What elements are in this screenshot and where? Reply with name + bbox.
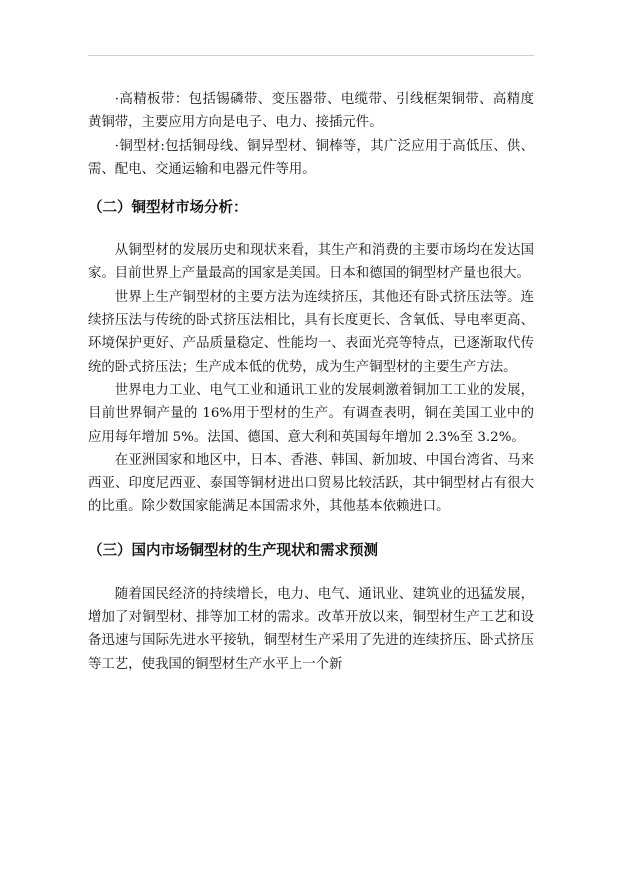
section2-paragraph: 世界上生产铜型材的主要方法为连续挤压，其他还有卧式挤压法等。连续挤压法与传统的卧式挤压法相比，具有长度更长、含氧低、导电率更高、环境保护更好、产品质量稳定、性能均一、表面光亮等特点，已逐渐取代传统的卧式挤压法；生产成本低的优势，成为生产铜型材的主要生产方法。 <box>88 289 534 375</box>
header-rule <box>88 55 534 56</box>
section2-paragraph: 在亚洲国家和地区中，日本、香港、韩国、新加坡、中国台湾省、马来西亚、印度尼西亚、泰国等铜材进出口贸易比较活跃，其中铜型材占有很大的比重。除少数国家能满足本国需求外，其他基本依赖进口。 <box>88 452 534 515</box>
section2-paragraph: 从铜型材的发展历史和现状来看，其生产和消费的主要市场均在发达国家。目前世界上产量最高的国家是美国。日本和德国的铜型材产量也很大。 <box>88 243 534 282</box>
intro-item-high-precision-strip: ·高精板带：包括锡磷带、变压器带、电缆带、引线框架铜带、高精度黄铜带，主要应用方向是电子、电力、接插元件。 <box>88 92 534 131</box>
intro-item-copper-profile: ·铜型材:包括铜母线、铜异型材、铜棒等，其广泛应用于高低压、供、需、配电、交通运输和电器元件等用。 <box>88 138 534 177</box>
document-body <box>88 88 534 676</box>
section-heading-market-analysis: （二）铜型材市场分析： <box>88 200 248 217</box>
section-heading-domestic-market: （三）国内市场铜型材的生产现状和需求预测 <box>88 542 378 559</box>
section3-paragraph: 随着国民经济的持续增长，电力、电气、通讯业、建筑业的迅猛发展，增加了对铜型材、排等加工材的需求。改革开放以来，铜型材生产工艺和设备迅速与国际先进水平接轨，铜型材生产采用了先进的连续挤压、卧式挤压等工艺，使我国的铜型材生产水平上一个新 <box>88 586 534 672</box>
section2-paragraph: 世界电力工业、电气工业和通讯工业的发展刺激着铜加工工业的发展，目前世界铜产量的 16%用于型材的生产。有调查表明，铜在美国工业中的应用每年增加 5%。法国、德国、意大利和英国每年增加 2.3%至 3.2%。 <box>88 382 534 445</box>
